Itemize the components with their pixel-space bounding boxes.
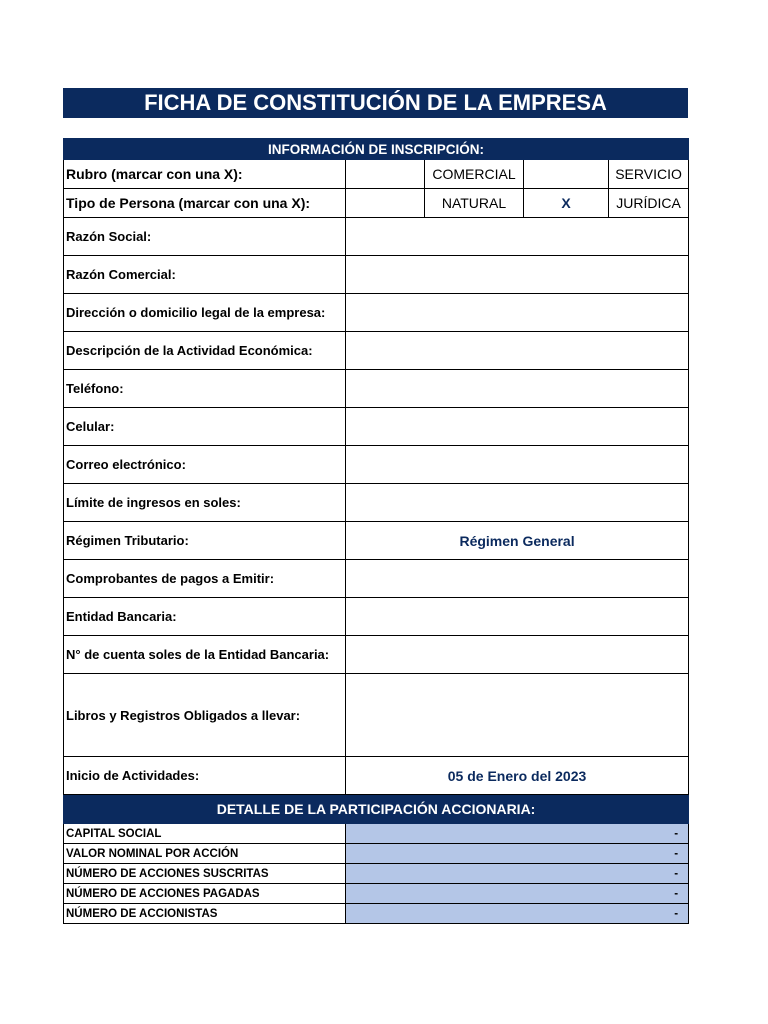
field-row [64, 446, 689, 484]
comprobantes-value[interactable] [346, 560, 689, 598]
tipo-persona-row [64, 189, 689, 218]
rubro-mark-comercial[interactable] [346, 160, 425, 189]
section-title: DETALLE DE LA PARTICIPACIÓN ACCIONARIA: [64, 795, 689, 824]
field-row [64, 484, 689, 522]
accionaria-row [64, 884, 689, 904]
rubro-label: Rubro (marcar con una X): [64, 160, 346, 189]
field-row [64, 218, 689, 256]
field-row [64, 636, 689, 674]
field-row [64, 294, 689, 332]
tipo-persona-mark-natural[interactable] [346, 189, 425, 218]
actividad-economica-value[interactable] [346, 332, 689, 370]
field-label: Correo electrónico: [64, 446, 346, 484]
entidad-bancaria-value[interactable] [346, 598, 689, 636]
field-label: Descripción de la Actividad Económica: [64, 332, 346, 370]
accionaria-row [64, 824, 689, 844]
field-label: Régimen Tributario: [64, 522, 346, 560]
field-label: Límite de ingresos en soles: [64, 484, 346, 522]
valor-nominal-value[interactable]: - [346, 844, 689, 864]
accionaria-row [64, 844, 689, 864]
section-header-accionaria [64, 795, 689, 824]
form-sheet [63, 138, 688, 924]
acciones-pagadas-value[interactable]: - [346, 884, 689, 904]
regimen-tributario-value[interactable]: Régimen General [346, 522, 689, 560]
field-row [64, 332, 689, 370]
field-row [64, 408, 689, 446]
field-label: Dirección o domicilio legal de la empresa: [64, 294, 346, 332]
direccion-value[interactable] [346, 294, 689, 332]
celular-value[interactable] [346, 408, 689, 446]
field-row [64, 674, 689, 757]
section-header-inscripcion [64, 139, 689, 160]
field-row [64, 598, 689, 636]
field-label: Razón Comercial: [64, 256, 346, 294]
field-label: Entidad Bancaria: [64, 598, 346, 636]
inicio-actividades-value[interactable]: 05 de Enero del 2023 [346, 757, 689, 795]
accionaria-label: NÚMERO DE ACCIONISTAS [64, 904, 346, 924]
field-label: Razón Social: [64, 218, 346, 256]
field-label: N° de cuenta soles de la Entidad Bancaria: [64, 636, 346, 674]
field-row [64, 370, 689, 408]
correo-value[interactable] [346, 446, 689, 484]
field-label: Teléfono: [64, 370, 346, 408]
accionistas-value[interactable]: - [346, 904, 689, 924]
accionaria-label: NÚMERO DE ACCIONES PAGADAS [64, 884, 346, 904]
limite-ingresos-value[interactable] [346, 484, 689, 522]
field-label: Celular: [64, 408, 346, 446]
page-title: FICHA DE CONSTITUCIÓN DE LA EMPRESA [63, 88, 688, 118]
field-row [64, 522, 689, 560]
accionaria-label: NÚMERO DE ACCIONES SUSCRITAS [64, 864, 346, 884]
tipo-persona-mark-juridica[interactable]: X [524, 189, 609, 218]
rubro-option-comercial: COMERCIAL [425, 160, 524, 189]
accionaria-label: VALOR NOMINAL POR ACCIÓN [64, 844, 346, 864]
field-row [64, 560, 689, 598]
field-label: Inicio de Actividades: [64, 757, 346, 795]
telefono-value[interactable] [346, 370, 689, 408]
field-row [64, 256, 689, 294]
inscripcion-table [63, 138, 689, 924]
tipo-persona-option-natural: NATURAL [425, 189, 524, 218]
field-label: Comprobantes de pagos a Emitir: [64, 560, 346, 598]
razon-comercial-value[interactable] [346, 256, 689, 294]
rubro-option-servicio: SERVICIO [609, 160, 689, 189]
rubro-mark-servicio[interactable] [524, 160, 609, 189]
acciones-suscritas-value[interactable]: - [346, 864, 689, 884]
capital-social-value[interactable]: - [346, 824, 689, 844]
field-label: Libros y Registros Obligados a llevar: [64, 674, 346, 757]
field-row [64, 757, 689, 795]
razon-social-value[interactable] [346, 218, 689, 256]
accionaria-label: CAPITAL SOCIAL [64, 824, 346, 844]
libros-registros-value[interactable] [346, 674, 689, 757]
tipo-persona-option-juridica: JURÍDICA [609, 189, 689, 218]
accionaria-row [64, 904, 689, 924]
section-title: INFORMACIÓN DE INSCRIPCIÓN: [64, 139, 689, 160]
rubro-row [64, 160, 689, 189]
accionaria-row [64, 864, 689, 884]
tipo-persona-label: Tipo de Persona (marcar con una X): [64, 189, 346, 218]
cuenta-soles-value[interactable] [346, 636, 689, 674]
